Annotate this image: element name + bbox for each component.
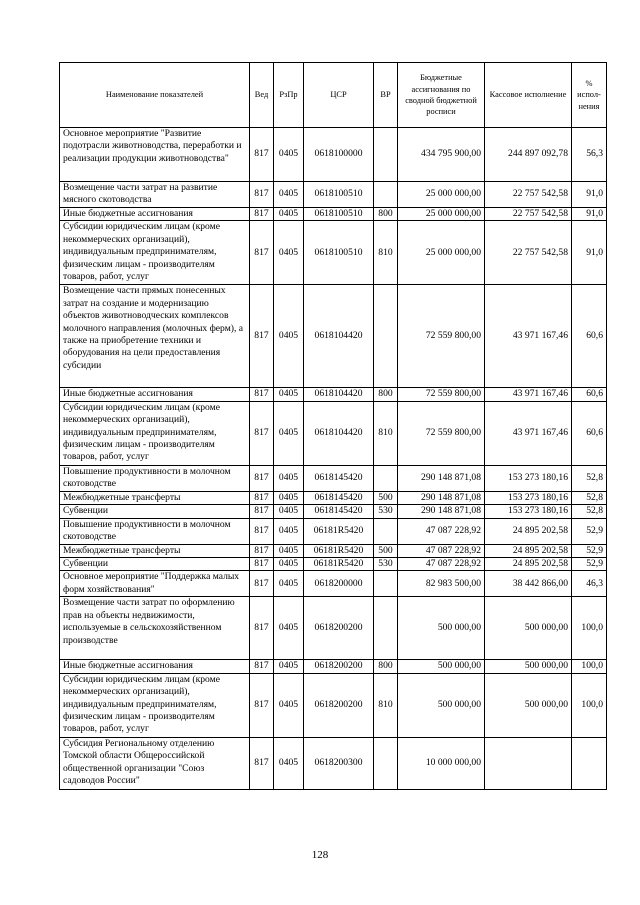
table-row <box>60 285 607 388</box>
cell-budget: 72 559 800,00 <box>398 388 485 401</box>
cell-vr: 810 <box>374 401 398 465</box>
cell-cash: 24 895 202,58 <box>485 518 572 544</box>
table-row <box>60 673 607 737</box>
cell-csr: 0618145420 <box>304 491 374 504</box>
cell-vr: 800 <box>374 208 398 221</box>
table-row <box>60 571 607 597</box>
cell-name: Субвенции <box>60 558 250 571</box>
cell-budget: 47 087 228,92 <box>398 558 485 571</box>
cell-budget: 500 000,00 <box>398 660 485 673</box>
cell-ved: 817 <box>250 505 274 518</box>
cell-csr: 0618100000 <box>304 128 374 182</box>
cell-csr: 0618200300 <box>304 737 374 789</box>
cell-name: Субсидия Региональному отделению Томской области Общероссийской общественной организации "Союз садоводов России" <box>60 737 250 789</box>
cell-cash: 153 273 180,16 <box>485 491 572 504</box>
header-name: Наименование показателей <box>60 63 250 128</box>
cell-vr <box>374 128 398 182</box>
cell-cash: 22 757 542,58 <box>485 182 572 208</box>
cell-pct: 52,9 <box>572 544 607 557</box>
header-vr: ВР <box>374 63 398 128</box>
cell-name: Повышение продуктивности в молочном скотоводстве <box>60 465 250 491</box>
cell-vr: 500 <box>374 491 398 504</box>
table-row <box>60 505 607 518</box>
table-row <box>60 401 607 465</box>
cell-name: Основное мероприятие "Поддержка малых форм хозяйствования" <box>60 571 250 597</box>
cell-rzpr: 0405 <box>274 221 304 285</box>
cell-name: Субсидии юридическим лицам (кроме некоммерческих организаций), индивидуальным предпринимателям, физическим лицам - производителям товаров, работ, услуг <box>60 673 250 737</box>
header-cash: Кассовое исполнение <box>485 63 572 128</box>
table-header-row <box>60 63 607 128</box>
cell-cash: 38 442 866,00 <box>485 571 572 597</box>
cell-csr: 0618200000 <box>304 571 374 597</box>
cell-vr <box>374 737 398 789</box>
cell-name: Иные бюджетные ассигнования <box>60 660 250 673</box>
cell-vr <box>374 182 398 208</box>
cell-pct: 100,0 <box>572 597 607 660</box>
cell-ved: 817 <box>250 491 274 504</box>
cell-rzpr: 0405 <box>274 571 304 597</box>
cell-budget: 290 148 871,08 <box>398 505 485 518</box>
cell-ved: 817 <box>250 221 274 285</box>
table-row <box>60 128 607 182</box>
cell-rzpr: 0405 <box>274 660 304 673</box>
cell-pct: 52,8 <box>572 505 607 518</box>
cell-vr: 800 <box>374 660 398 673</box>
cell-budget: 10 000 000,00 <box>398 737 485 789</box>
cell-budget: 25 000 000,00 <box>398 208 485 221</box>
header-pct: % испол-нения <box>572 63 607 128</box>
cell-budget: 290 148 871,08 <box>398 465 485 491</box>
cell-vr: 810 <box>374 221 398 285</box>
table-row <box>60 465 607 491</box>
cell-cash: 500 000,00 <box>485 597 572 660</box>
cell-ved: 817 <box>250 128 274 182</box>
cell-vr <box>374 518 398 544</box>
cell-csr: 0618145420 <box>304 505 374 518</box>
cell-budget: 500 000,00 <box>398 673 485 737</box>
cell-name: Субсидии юридическим лицам (кроме некоммерческих организаций), индивидуальным предпринимателям, физическим лицам - производителям товаров, работ, услуг <box>60 401 250 465</box>
table-row <box>60 544 607 557</box>
cell-name: Межбюджетные трансферты <box>60 544 250 557</box>
cell-budget: 25 000 000,00 <box>398 182 485 208</box>
cell-cash: 153 273 180,16 <box>485 465 572 491</box>
cell-name: Субвенции <box>60 505 250 518</box>
budget-execution-table <box>59 62 607 790</box>
cell-csr: 06181R5420 <box>304 558 374 571</box>
cell-csr: 06181R5420 <box>304 544 374 557</box>
cell-budget: 72 559 800,00 <box>398 285 485 388</box>
cell-cash: 22 757 542,58 <box>485 208 572 221</box>
cell-csr: 0618200200 <box>304 673 374 737</box>
cell-name: Иные бюджетные ассигнования <box>60 208 250 221</box>
cell-rzpr: 0405 <box>274 285 304 388</box>
cell-name: Основное мероприятие "Развитие подотрасли животноводства, переработки и реализации продукции животноводства" <box>60 128 250 182</box>
cell-rzpr: 0405 <box>274 128 304 182</box>
cell-ved: 817 <box>250 558 274 571</box>
cell-vr <box>374 597 398 660</box>
cell-csr: 0618100510 <box>304 221 374 285</box>
cell-vr: 500 <box>374 544 398 557</box>
cell-cash: 43 971 167,46 <box>485 388 572 401</box>
cell-csr: 0618145420 <box>304 465 374 491</box>
cell-ved: 817 <box>250 182 274 208</box>
cell-csr: 0618104420 <box>304 401 374 465</box>
cell-rzpr: 0405 <box>274 208 304 221</box>
table-row <box>60 221 607 285</box>
cell-csr: 0618200200 <box>304 660 374 673</box>
cell-cash: 24 895 202,58 <box>485 544 572 557</box>
cell-ved: 817 <box>250 401 274 465</box>
cell-cash: 43 971 167,46 <box>485 401 572 465</box>
cell-rzpr: 0405 <box>274 544 304 557</box>
cell-name: Межбюджетные трансферты <box>60 491 250 504</box>
cell-pct: 60,6 <box>572 285 607 388</box>
cell-csr: 0618100510 <box>304 208 374 221</box>
cell-vr: 810 <box>374 673 398 737</box>
cell-cash: 244 897 092,78 <box>485 128 572 182</box>
cell-ved: 817 <box>250 660 274 673</box>
table-row <box>60 737 607 789</box>
table-row <box>60 491 607 504</box>
cell-ved: 817 <box>250 571 274 597</box>
table-body <box>60 128 607 790</box>
cell-pct: 91,0 <box>572 208 607 221</box>
cell-vr: 530 <box>374 505 398 518</box>
table-row <box>60 660 607 673</box>
header-csr: ЦСР <box>304 63 374 128</box>
cell-ved: 817 <box>250 465 274 491</box>
cell-cash: 24 895 202,58 <box>485 558 572 571</box>
cell-ved: 817 <box>250 388 274 401</box>
cell-rzpr: 0405 <box>274 505 304 518</box>
cell-pct: 91,0 <box>572 221 607 285</box>
cell-cash: 153 273 180,16 <box>485 505 572 518</box>
cell-cash <box>485 737 572 789</box>
cell-ved: 817 <box>250 544 274 557</box>
header-budget: Бюджетные ассигнования по сводной бюджетной росписи <box>398 63 485 128</box>
table-row <box>60 597 607 660</box>
cell-ved: 817 <box>250 737 274 789</box>
cell-name: Субсидии юридическим лицам (кроме некоммерческих организаций), индивидуальным предпринимателям, физическим лицам - производителям товаров, работ, услуг <box>60 221 250 285</box>
cell-cash: 500 000,00 <box>485 660 572 673</box>
cell-csr: 0618104420 <box>304 388 374 401</box>
cell-budget: 72 559 800,00 <box>398 401 485 465</box>
cell-pct: 46,3 <box>572 571 607 597</box>
cell-pct: 52,9 <box>572 558 607 571</box>
cell-budget: 434 795 900,00 <box>398 128 485 182</box>
cell-pct: 52,8 <box>572 491 607 504</box>
header-rzpr: РзПр <box>274 63 304 128</box>
cell-name: Повышение продуктивности в молочном скотоводстве <box>60 518 250 544</box>
cell-budget: 47 087 228,92 <box>398 518 485 544</box>
cell-pct: 91,0 <box>572 182 607 208</box>
cell-vr <box>374 571 398 597</box>
header-ved: Вед <box>250 63 274 128</box>
cell-pct: 100,0 <box>572 673 607 737</box>
table-row <box>60 558 607 571</box>
cell-name: Возмещение части прямых понесенных затрат на создание и модернизацию объектов животноводческих комплексов молочного направления (молочных ферм), а также на приобретение техники и оборудования на цели предоставления субсидии <box>60 285 250 388</box>
cell-ved: 817 <box>250 673 274 737</box>
cell-rzpr: 0405 <box>274 465 304 491</box>
cell-ved: 817 <box>250 208 274 221</box>
cell-csr: 0618104420 <box>304 285 374 388</box>
table-row <box>60 182 607 208</box>
cell-rzpr: 0405 <box>274 737 304 789</box>
cell-budget: 290 148 871,08 <box>398 491 485 504</box>
cell-pct: 56,3 <box>572 128 607 182</box>
table-row <box>60 518 607 544</box>
cell-pct: 60,6 <box>572 388 607 401</box>
cell-pct: 52,8 <box>572 465 607 491</box>
cell-pct: 60,6 <box>572 401 607 465</box>
cell-vr: 530 <box>374 558 398 571</box>
cell-cash: 22 757 542,58 <box>485 221 572 285</box>
cell-rzpr: 0405 <box>274 597 304 660</box>
cell-name: Иные бюджетные ассигнования <box>60 388 250 401</box>
cell-rzpr: 0405 <box>274 518 304 544</box>
cell-budget: 25 000 000,00 <box>398 221 485 285</box>
cell-vr: 800 <box>374 388 398 401</box>
cell-vr <box>374 465 398 491</box>
cell-ved: 817 <box>250 285 274 388</box>
cell-ved: 817 <box>250 518 274 544</box>
cell-vr <box>374 285 398 388</box>
page-number: 128 <box>311 849 329 861</box>
cell-cash: 500 000,00 <box>485 673 572 737</box>
cell-pct: 100,0 <box>572 660 607 673</box>
cell-ved: 817 <box>250 597 274 660</box>
cell-csr: 0618200200 <box>304 597 374 660</box>
table-row <box>60 388 607 401</box>
cell-rzpr: 0405 <box>274 558 304 571</box>
cell-rzpr: 0405 <box>274 491 304 504</box>
cell-rzpr: 0405 <box>274 388 304 401</box>
cell-budget: 47 087 228,92 <box>398 544 485 557</box>
cell-csr: 06181R5420 <box>304 518 374 544</box>
table-row <box>60 208 607 221</box>
cell-csr: 0618100510 <box>304 182 374 208</box>
cell-pct <box>572 737 607 789</box>
cell-name: Возмещение части затрат на развитие мясного скотоводства <box>60 182 250 208</box>
cell-rzpr: 0405 <box>274 401 304 465</box>
cell-budget: 82 983 500,00 <box>398 571 485 597</box>
cell-rzpr: 0405 <box>274 182 304 208</box>
cell-pct: 52,9 <box>572 518 607 544</box>
cell-name: Возмещение части затрат по оформлению прав на объекты недвижимости, используемые в сельскохозяйственном производстве <box>60 597 250 660</box>
cell-cash: 43 971 167,46 <box>485 285 572 388</box>
cell-budget: 500 000,00 <box>398 597 485 660</box>
cell-rzpr: 0405 <box>274 673 304 737</box>
